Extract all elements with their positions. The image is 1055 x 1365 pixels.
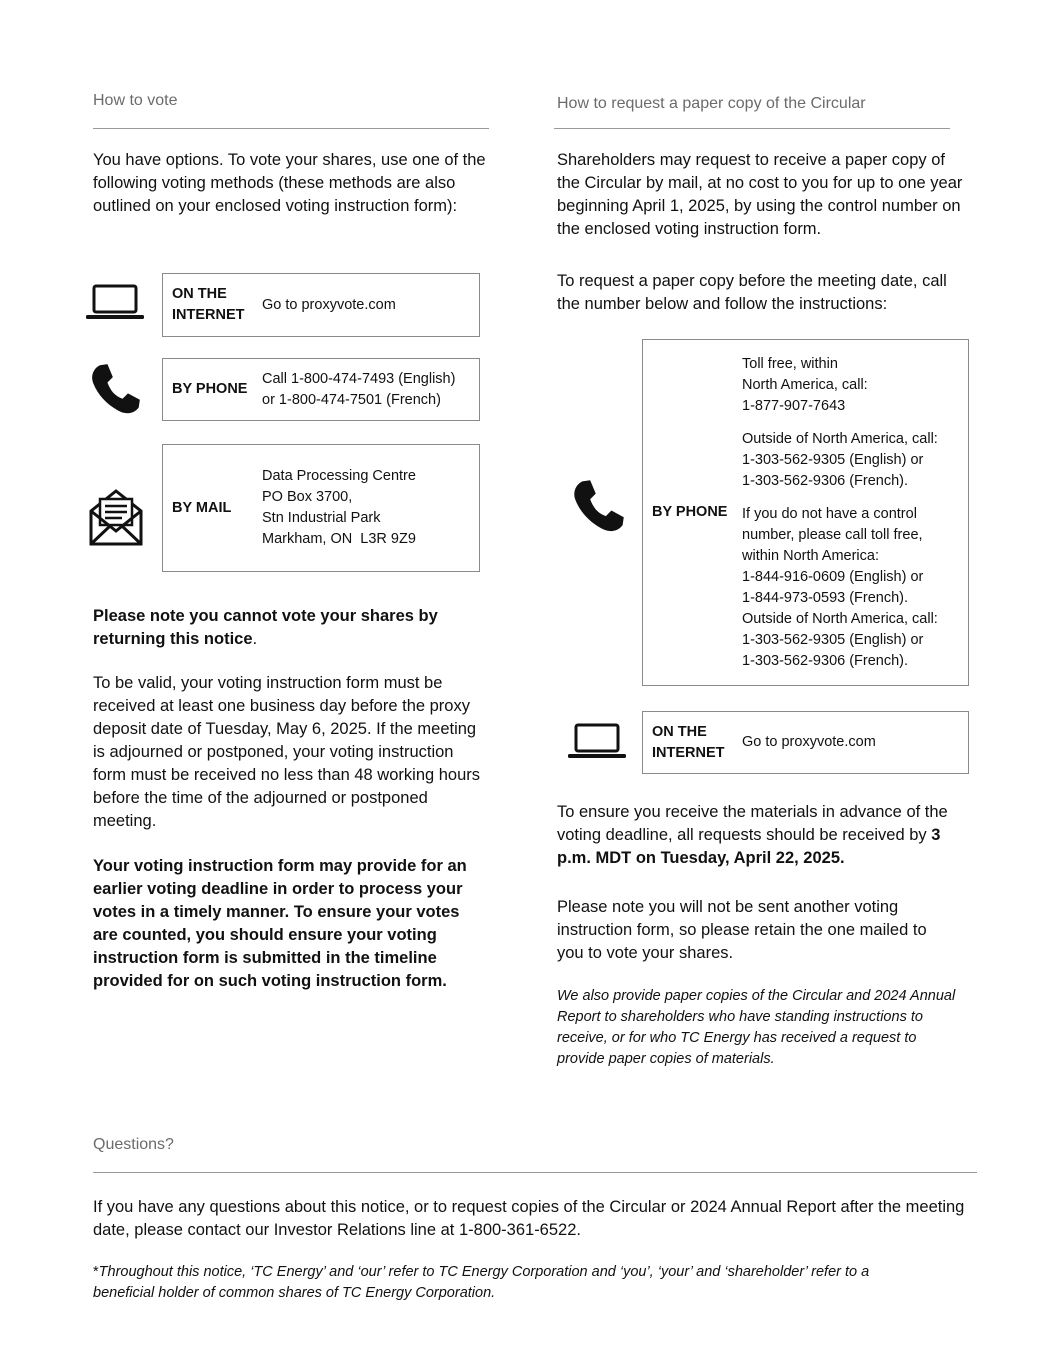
note-bold: Please note you cannot vote your shares by returning this notice bbox=[93, 607, 438, 648]
laptop-icon bbox=[566, 723, 628, 761]
address-line: Stn Industrial Park bbox=[262, 510, 381, 526]
paper-copy-paragraph: Shareholders may request to receive a paper copy of the Circular by mail, at no cost to you for up to one year beginning April 1, 2025, by using the control number on the enclosed voting instruction form. bbox=[557, 151, 963, 238]
phone-method-box bbox=[162, 358, 480, 421]
detail-line: Outside of North America, call: bbox=[742, 430, 938, 447]
method-label: BY PHONE bbox=[652, 504, 728, 520]
phone-icon bbox=[570, 478, 626, 534]
advance-text: To ensure you receive the materials in advance of the voting deadline, all requests should be received by bbox=[557, 803, 948, 844]
how-to-vote-heading: How to vote bbox=[93, 92, 178, 109]
cannot-vote-note bbox=[93, 605, 478, 651]
address-line: Markham, ON L3R 9Z9 bbox=[262, 531, 416, 547]
phone-icon bbox=[86, 362, 144, 416]
divider bbox=[93, 1172, 977, 1173]
paper-copy-heading: How to request a paper copy of the Circular bbox=[557, 95, 866, 112]
outside-na-block bbox=[742, 429, 938, 492]
questions-paragraph: If you have any questions about this notice, or to request copies of the Circular or 2024 Annual Report after the meeting date, please contact our Investor Relations line at 1-800-361-6522. bbox=[93, 1198, 965, 1239]
method-value: Go to proxyvote.com bbox=[742, 734, 876, 750]
divider bbox=[554, 128, 950, 129]
detail-line: number, please call toll free, bbox=[742, 526, 923, 543]
retain-paragraph: Please note you will not be sent another voting instruction form, so please retain the one mailed to you to vote your shares. bbox=[557, 898, 927, 962]
address-line: PO Box 3700, bbox=[262, 489, 353, 505]
footnote-text: Throughout this notice, ‘TC Energy’ and ‘our’ refer to TC Energy Corporation and ‘you’, ‘your’ and ‘shareholder’ refer to a beneficial holder of common shares of TC Energy Corporation. bbox=[93, 1264, 870, 1301]
detail-line: North America, call: bbox=[742, 376, 868, 393]
voting-intro: You have options. To vote your shares, use one of the following voting methods (these methods are also outlined on your enclosed voting instruction form): bbox=[93, 151, 486, 215]
method-value: Go to proxyvote.com bbox=[262, 296, 396, 313]
detail-line: Toll free, within bbox=[742, 355, 838, 372]
method-label: BY PHONE bbox=[172, 381, 248, 397]
method-label: BY MAIL bbox=[172, 499, 232, 516]
detail-line: 1-877-907-7643 bbox=[742, 397, 846, 414]
detail-line: 1-303-562-9306 (French). bbox=[742, 652, 909, 669]
footnote bbox=[93, 1262, 923, 1304]
advance-deadline: 3 p.m. MDT on Tuesday, April 22, 2025. bbox=[557, 826, 941, 867]
method-value bbox=[262, 466, 416, 550]
divider bbox=[93, 128, 489, 129]
phone-request-details bbox=[742, 354, 938, 672]
method-value-line: Call 1-800-474-7493 (English) bbox=[262, 370, 456, 387]
note-end: . bbox=[252, 630, 258, 648]
detail-line: 1-303-562-9306 (French). bbox=[742, 472, 909, 489]
toll-free-block bbox=[742, 354, 938, 417]
detail-line: 1-844-973-0593 (French). bbox=[742, 589, 909, 606]
request-instructions: To request a paper copy before the meeting date, call the number below and follow the instructions: bbox=[557, 272, 947, 313]
method-value-line: or 1-800-474-7501 (French) bbox=[262, 391, 441, 408]
paper-copies-note: We also provide paper copies of the Circular and 2024 Annual Report to shareholders who have standing instructions to receive, or for who TC Energy has received a request to provide paper copies of materials. bbox=[557, 988, 956, 1067]
questions-heading: Questions? bbox=[93, 1136, 174, 1153]
detail-line: Outside of North America, call: bbox=[742, 610, 938, 627]
deadline-paragraph: Your voting instruction form may provide for an earlier voting deadline in order to process your votes in a timely manner. To ensure your votes are counted, you should ensure your voting instruction form is submitted in the timeline provided for on such voting instruction form. bbox=[93, 857, 467, 990]
envelope-icon bbox=[88, 487, 144, 547]
advance-paragraph bbox=[557, 801, 967, 870]
detail-line: 1-844-916-0609 (English) or bbox=[742, 568, 924, 585]
laptop-icon bbox=[85, 284, 145, 322]
no-control-number-block bbox=[742, 504, 938, 672]
detail-line: within North America: bbox=[742, 547, 879, 564]
method-label: ON THE INTERNET bbox=[652, 723, 725, 761]
detail-line: If you do not have a control bbox=[742, 505, 917, 522]
internet-request-box bbox=[642, 711, 969, 774]
validity-paragraph: To be valid, your voting instruction form must be received at least one business day before the proxy deposit date of Tuesday, May 6, 2025. If the meeting is adjourned or postponed, your voting instruction form must be received no less than 48 working hours before the time of the adjourned or postponed meeting. bbox=[93, 674, 481, 830]
mail-method-box bbox=[162, 444, 480, 572]
phone-request-box bbox=[642, 339, 969, 686]
address-line: Data Processing Centre bbox=[262, 468, 416, 484]
method-value bbox=[262, 369, 455, 411]
method-label: ON THE INTERNET bbox=[172, 286, 245, 323]
internet-method-box bbox=[162, 273, 480, 337]
footnote-star: * bbox=[93, 1264, 99, 1280]
detail-line: 1-303-562-9305 (English) or bbox=[742, 451, 924, 468]
detail-line: 1-303-562-9305 (English) or bbox=[742, 631, 924, 648]
